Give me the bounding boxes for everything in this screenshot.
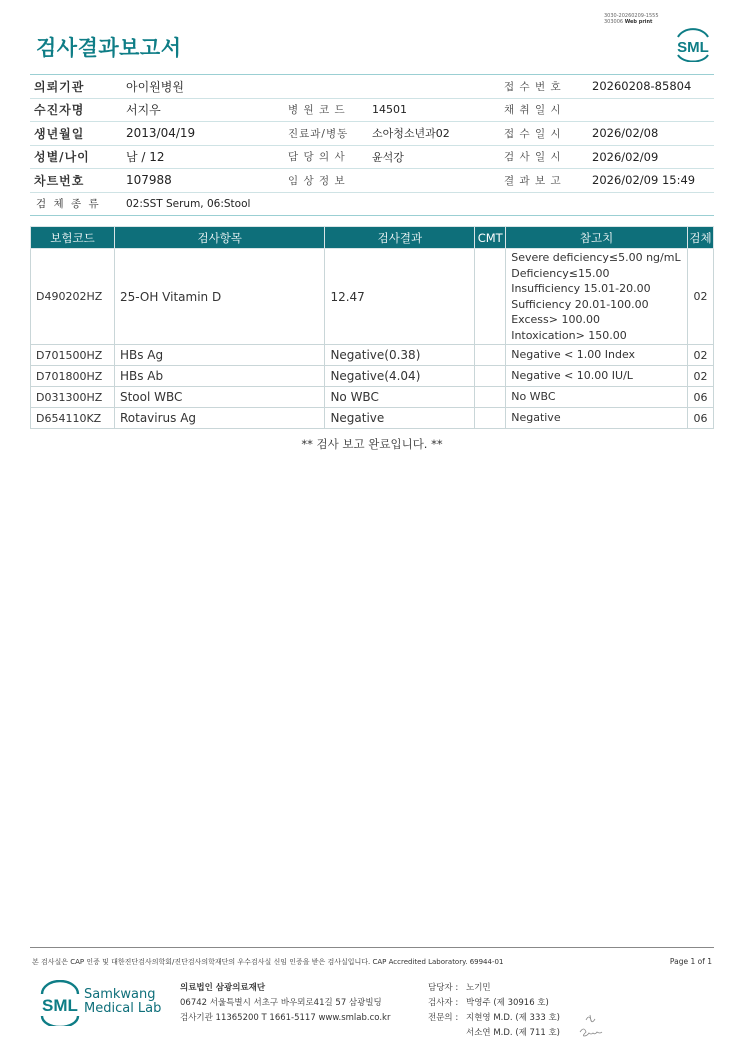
table-row: [31, 387, 714, 408]
org-contact: 검사기관 11365200 T 1661-5117 www.smlab.co.kr: [180, 1013, 391, 1023]
staff-row: [428, 1026, 560, 1041]
print-stamp-line2: 303006: [604, 19, 624, 25]
col-result: 검사결과: [325, 227, 475, 249]
insurance-code: D701500HZ: [31, 345, 115, 366]
insurance-code: D654110KZ: [31, 408, 115, 429]
table-row: [31, 408, 714, 429]
staff-name: 노기민: [466, 983, 491, 993]
reference-line: Insufficiency 15.01-20.00: [511, 282, 651, 295]
results-header-row: [31, 227, 714, 249]
staff-label: 검사자 :: [428, 998, 459, 1008]
brand-name: [84, 988, 161, 1016]
chart-no-label: 차트번호: [34, 173, 85, 188]
receipt-date-value: 2026/02/08: [592, 126, 659, 141]
staff-name: 지현영 M.D. (제 333 호): [466, 1013, 561, 1023]
sml-logo-icon: [36, 980, 84, 1026]
insurance-code: D490202HZ: [31, 249, 115, 345]
cmt: [475, 249, 506, 345]
insurance-code: D031300HZ: [31, 387, 115, 408]
reference-range: Negative < 10.00 IU/L: [506, 366, 688, 387]
specimen: 02: [687, 249, 713, 345]
collect-date-label: 채 취 일 시: [504, 104, 562, 117]
sml-logo-icon: [672, 26, 714, 62]
test-result: Negative(4.04): [325, 366, 475, 387]
page-number: Page 1 of 1: [669, 957, 712, 966]
col-insurance-code: 보험코드: [31, 227, 115, 249]
cmt: [475, 366, 506, 387]
cmt: [475, 387, 506, 408]
reference-line: Severe deficiency≤5.00 ng/mL: [511, 251, 681, 264]
test-result: 12.47: [325, 249, 475, 345]
test-result: Negative(0.38): [325, 345, 475, 366]
info-row: [30, 193, 714, 217]
reference-range: No WBC: [506, 387, 688, 408]
specimen: 06: [687, 387, 713, 408]
info-row: [30, 146, 714, 170]
staff-label: 담당자 :: [428, 983, 459, 993]
staff-name: 서소연 M.D. (제 711 호): [466, 1028, 561, 1038]
org-name: 의료법인 삼광의료재단: [180, 983, 266, 993]
insurance-code: D701800HZ: [31, 366, 115, 387]
specimen: 02: [687, 366, 713, 387]
patient-name-label: 수진자명: [34, 103, 85, 118]
signature-icon: [578, 1010, 608, 1040]
request-org-value: 아이원병원: [126, 79, 184, 94]
col-cmt: CMT: [475, 227, 506, 249]
org-info: [180, 981, 390, 1026]
web-print-label: Web print: [624, 19, 653, 25]
staff-row: [428, 1011, 560, 1026]
table-row: [31, 249, 714, 345]
brand-line1: Samkwang: [84, 987, 156, 1002]
staff-name: 박영주 (제 30916 호): [466, 998, 549, 1008]
info-row: [30, 75, 714, 99]
brand-line2: Medical Lab: [84, 1001, 162, 1016]
sample-type-value: 02:SST Serum, 06:Stool: [126, 197, 251, 210]
birth-value: 2013/04/19: [126, 126, 196, 141]
receipt-no-value: 20260208-85804: [592, 79, 692, 94]
specimen: 06: [687, 408, 713, 429]
reference-line: Excess> 100.00: [511, 313, 600, 326]
staff-row: [428, 981, 560, 996]
accreditation-note: 본 검사실은 CAP 인증 및 대한진단검사의학회/진단검사의학재단의 우수검사실 신임 인증을 받은 검사실입니다. CAP Accredited Laboratory. 69944-01: [32, 958, 504, 966]
sample-type-label: 검 체 종 류: [36, 198, 101, 211]
staff-row: [428, 996, 560, 1011]
reference-line: Sufficiency 20.01-100.00: [511, 297, 649, 311]
dept-value: 소아청소년과02: [372, 127, 450, 141]
doctor-label: 담 당 의 사: [288, 151, 346, 164]
birth-label: 생년월일: [34, 126, 85, 141]
test-date-value: 2026/02/09: [592, 149, 659, 164]
hospital-code-label: 병 원 코 드: [288, 104, 346, 117]
svg-text:SML: SML: [42, 996, 78, 1015]
col-reference: 참고치: [506, 227, 688, 249]
svg-text:SML: SML: [677, 39, 709, 56]
table-row: [31, 366, 714, 387]
dept-label: 진료과/병동: [288, 127, 349, 140]
specimen: 02: [687, 345, 713, 366]
cmt: [475, 345, 506, 366]
test-item: Stool WBC: [114, 387, 324, 408]
print-stamp: [604, 13, 659, 25]
sex-age-value: 남 / 12: [126, 150, 165, 165]
org-address: 06742 서울특별시 서초구 바우뫼로41길 57 삼광빌딩: [180, 998, 382, 1008]
test-result: No WBC: [325, 387, 475, 408]
footer-divider: [30, 947, 714, 948]
print-stamp-line1: 3030-20260209-1555: [604, 13, 659, 19]
reference-line: Deficiency≤15.00: [511, 266, 610, 280]
staff-label: [428, 1026, 466, 1041]
reference-range: [506, 249, 688, 345]
test-result: Negative: [325, 408, 475, 429]
report-complete-text: ** 검사 보고 완료입니다. **: [301, 437, 443, 451]
report-date-value: 2026/02/09 15:49: [592, 173, 696, 188]
patient-info: [30, 74, 714, 216]
chart-no-value: 107988: [126, 173, 172, 188]
results-table: [30, 226, 714, 429]
clinical-label: 임 상 정 보: [288, 174, 346, 187]
receipt-no-label: 접 수 번 호: [504, 80, 562, 93]
page-title: 검사결과보고서: [36, 36, 182, 60]
info-row: [30, 122, 714, 146]
patient-name-value: 서지우: [126, 103, 161, 118]
test-item: 25-OH Vitamin D: [114, 249, 324, 345]
col-specimen: 검체: [687, 227, 713, 249]
col-test-item: 검사항목: [114, 227, 324, 249]
report-date-label: 결 과 보 고: [504, 174, 562, 187]
reference-range: Negative < 1.00 Index: [506, 345, 688, 366]
hospital-code-value: 14501: [372, 103, 407, 117]
test-date-label: 검 사 일 시: [504, 151, 562, 164]
reference-line: Intoxication> 150.00: [511, 328, 627, 342]
test-item: HBs Ag: [114, 345, 324, 366]
reference-range: Negative: [506, 408, 688, 429]
table-row: [31, 345, 714, 366]
sex-age-label: 성별/나이: [34, 150, 90, 165]
cmt: [475, 408, 506, 429]
test-item: Rotavirus Ag: [114, 408, 324, 429]
test-item: HBs Ab: [114, 366, 324, 387]
staff-list: [428, 981, 560, 1041]
info-row: [30, 169, 714, 193]
receipt-date-label: 접 수 일 시: [504, 127, 562, 140]
request-org-label: 의뢰기관: [34, 79, 85, 94]
doctor-value: 윤석강: [372, 150, 404, 164]
staff-label: 전문의 :: [428, 1013, 459, 1023]
info-row: [30, 99, 714, 123]
